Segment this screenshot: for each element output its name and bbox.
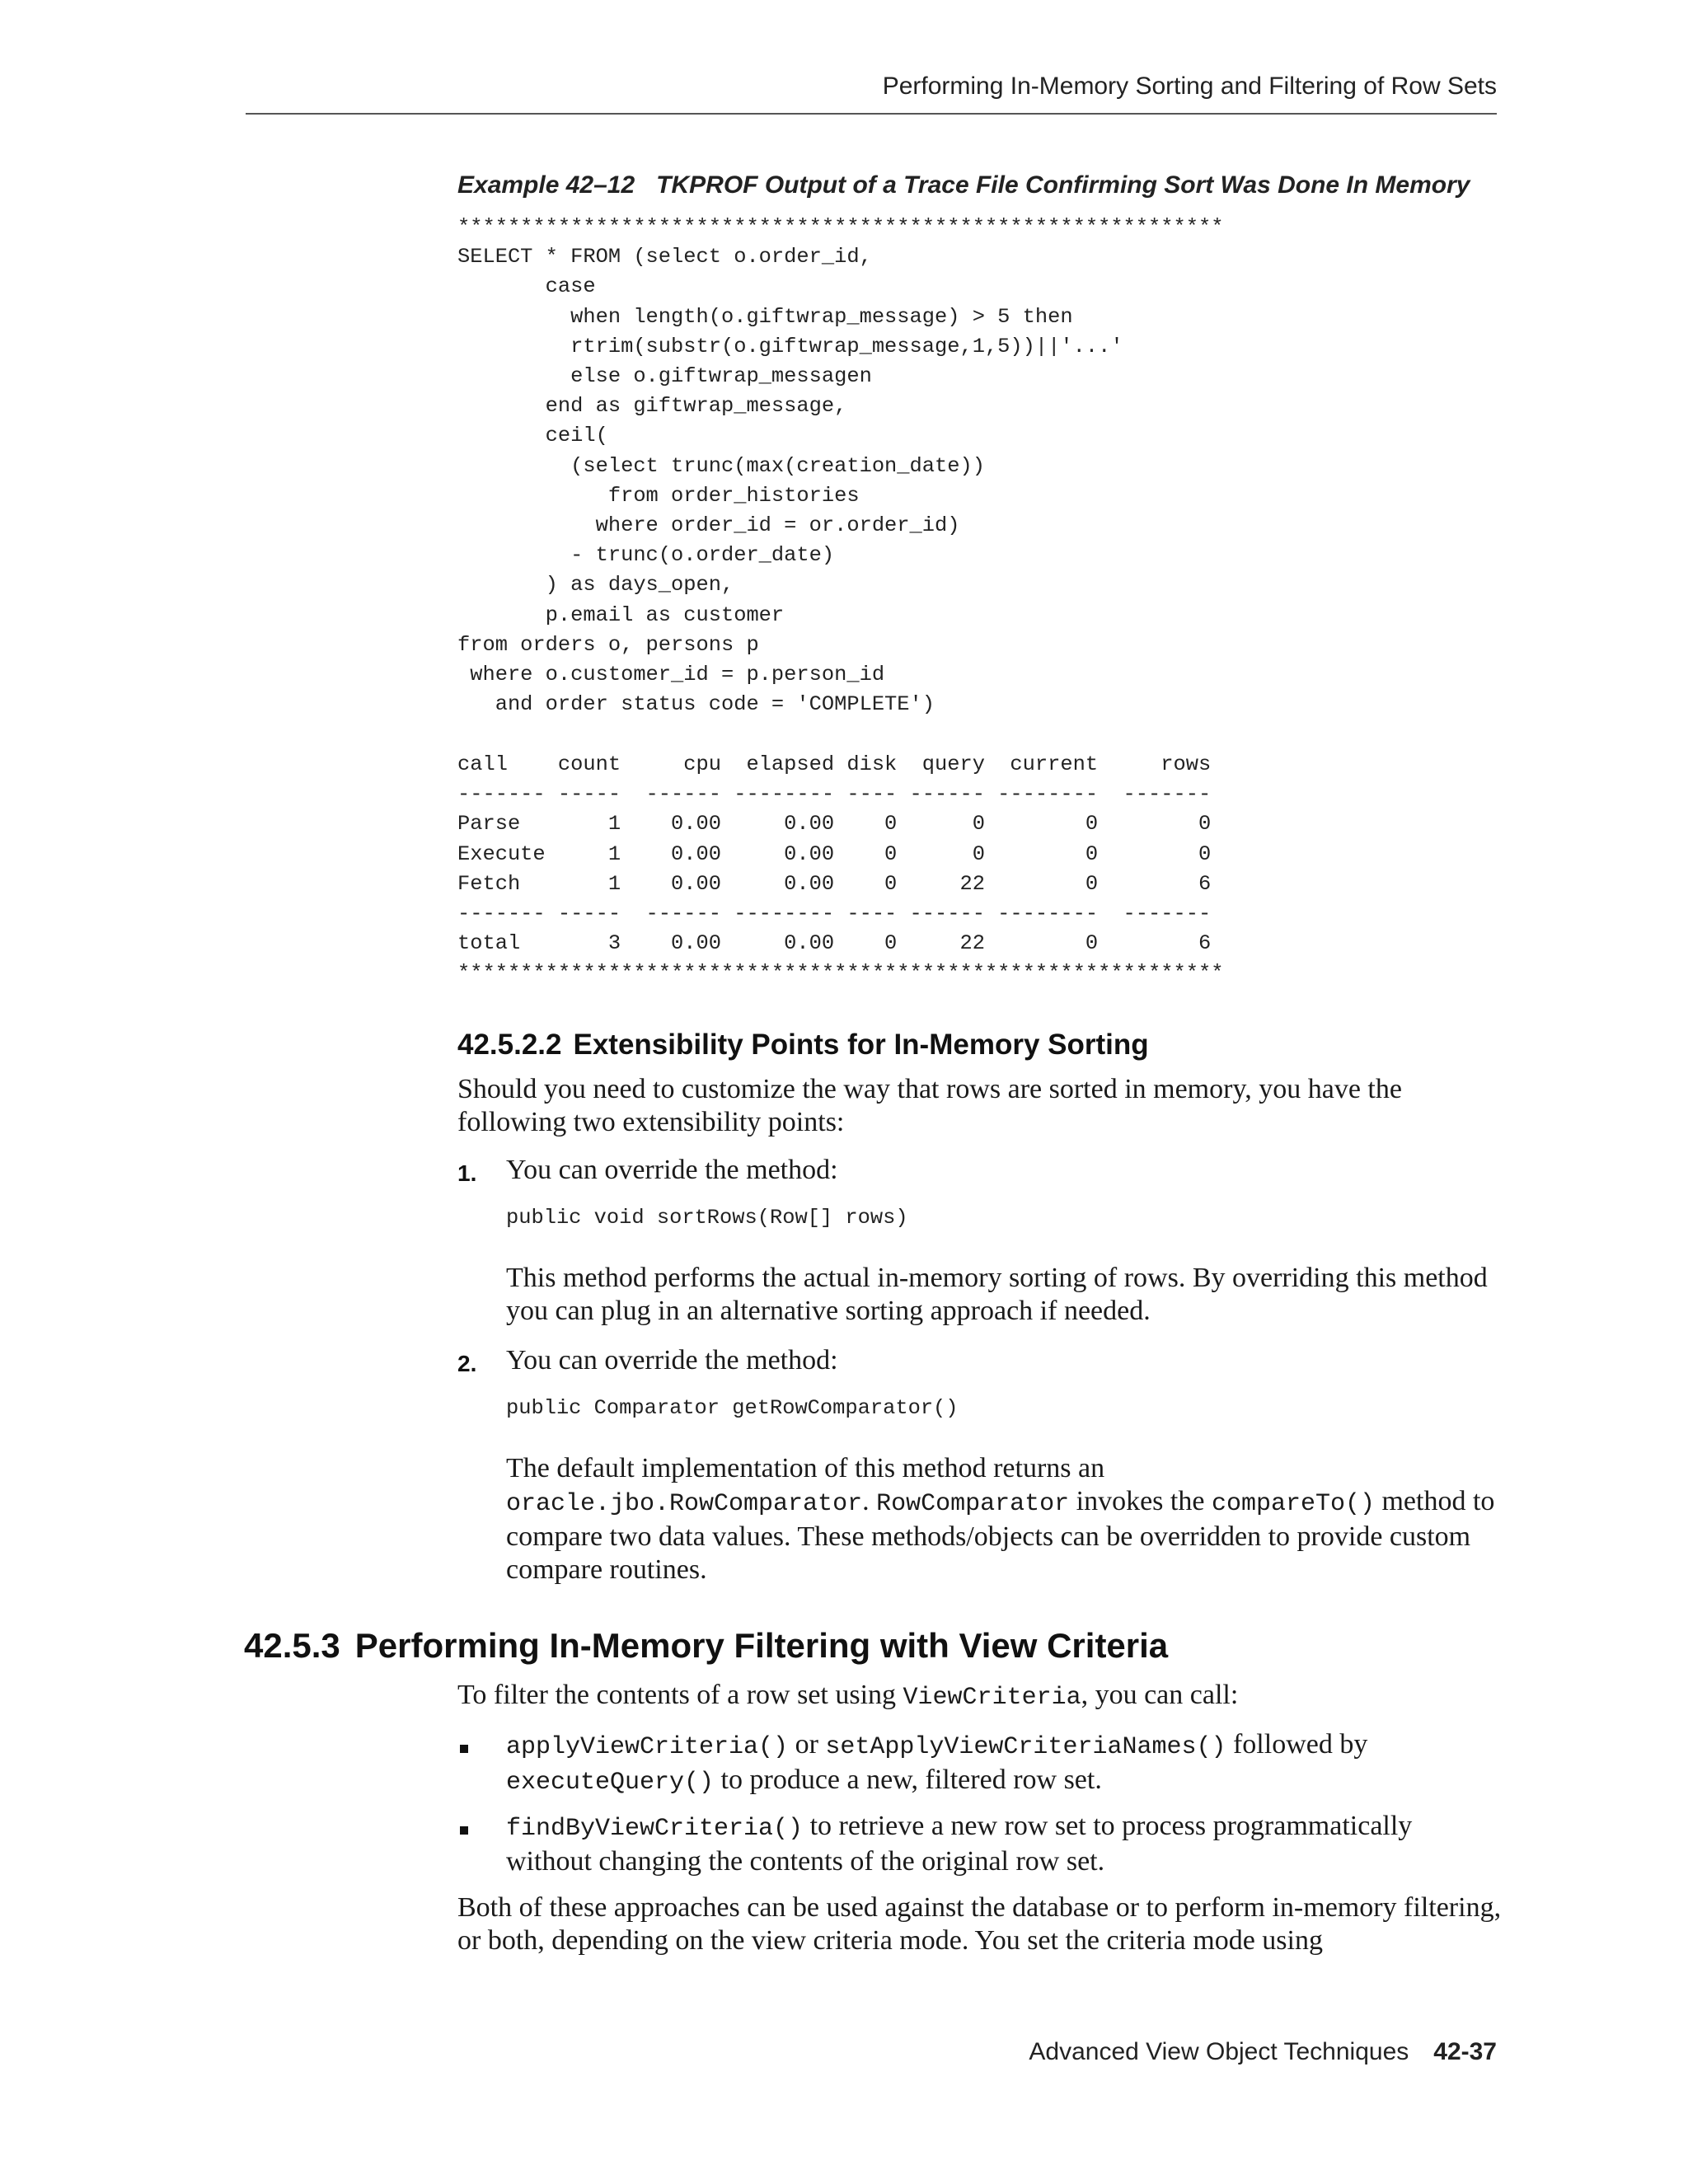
page-number: 42-37 (1433, 2038, 1497, 2065)
footer-chapter-title: Advanced View Object Techniques (1029, 2038, 1409, 2065)
example-number: Example 42–12 (457, 171, 635, 199)
inline-code: ViewCriteria (903, 1684, 1081, 1712)
section-closing-paragraph: Both of these approaches can be used against the database or to perform in-memory filtering, or both, depending on the view criteria mode. You set the criteria mode using (457, 1892, 1502, 1956)
list-item-2-text: You can override the method: (506, 1345, 838, 1376)
header-rule (246, 113, 1497, 115)
subsection-number: 42.5.2.2 (457, 1029, 562, 1061)
section-number: 42.5.3 (244, 1626, 340, 1665)
example-caption (457, 171, 1470, 199)
list-marker-2: 2. (457, 1351, 477, 1376)
sql-code-block: ************************************************************* SELECT * FROM (select o.order_id, case when length(o.giftwrap_message) > 5 then rtrim(substr(o.giftwrap_message,1,5))||'...' else o.giftwrap_messagen end as giftwrap_message, ceil( (select trunc(max(creation_date)) from order_histories where order_id = or.order_id) - trunc(o.order_date) ) as days_open, p.email as customer from orders o, persons p where o.customer_id = p.person_id and order status code = 'COMPLETE') (457, 215, 1224, 717)
list-item-2-description: The default implementation of this method returns an oracle.jbo.RowComparator. RowComparator invokes the compareTo() method to compare two data values. These methods/objects can be overridden to provide custom compare routines. (506, 1453, 1495, 1585)
bullet-item-2: findByViewCriteria() to retrieve a new row set to process programmatically without changing the contents of the original row set. (506, 1811, 1413, 1877)
getrowcomparator-signature: public Comparator getRowComparator() (506, 1396, 959, 1420)
list-item-1-text: You can override the method: (506, 1155, 838, 1185)
subsection-title: Extensibility Points for In-Memory Sorting (573, 1029, 1149, 1061)
tkprof-stats-table: call count cpu elapsed disk query current rows ------- ----- ------ -------- ---- ------ -------- ------- Parse 1 0.00 0.00 0 0 0 0 Execute 1 0.00 0.00 0 0 0 0 Fetch 1 0.00 0.00 0 22 0 6 ------- ----- ------ -------- ---- ------ -------- ------- total 3 0.00 0.00 0 22 0 6 ************************************************************* (457, 752, 1224, 986)
page-footer (1029, 2038, 1497, 2066)
inline-code: findByViewCriteria() (506, 1815, 804, 1843)
bullet-marker (460, 1745, 468, 1753)
inline-code: setApplyViewCriteriaNames() (825, 1733, 1226, 1761)
inline-code: executeQuery() (506, 1769, 715, 1797)
section-title: Performing In-Memory Filtering with View Criteria (354, 1626, 1169, 1665)
inline-code: compareTo() (1211, 1490, 1375, 1518)
list-marker-1: 1. (457, 1160, 477, 1186)
bullet-item-1: applyViewCriteria() or setApplyViewCriteriaNames() followed by executeQuery() to produce a new, filtered row set. (506, 1729, 1368, 1797)
section-heading (244, 1626, 1168, 1666)
sortrows-signature: public void sortRows(Row[] rows) (506, 1206, 908, 1230)
list-item-1-description: This method performs the actual in-memory sorting of rows. By overriding this method you can plug in an alternative sorting approach if needed. (506, 1263, 1488, 1326)
section-intro: To filter the contents of a row set using ViewCriteria, you can call: (457, 1680, 1239, 1712)
inline-code: oracle.jbo.RowComparator (506, 1490, 863, 1518)
example-title: TKPROF Output of a Trace File Confirming Sort Was Done In Memory (656, 171, 1470, 199)
subsection-heading (457, 1029, 1149, 1062)
bullet-marker (460, 1826, 468, 1835)
inline-code: applyViewCriteria() (506, 1733, 789, 1761)
running-header: Performing In-Memory Sorting and Filtering of Row Sets (882, 73, 1497, 100)
inline-code: RowComparator (876, 1490, 1070, 1518)
subsection-intro: Should you need to customize the way that rows are sorted in memory, you have the following two extensibility points: (457, 1074, 1402, 1137)
